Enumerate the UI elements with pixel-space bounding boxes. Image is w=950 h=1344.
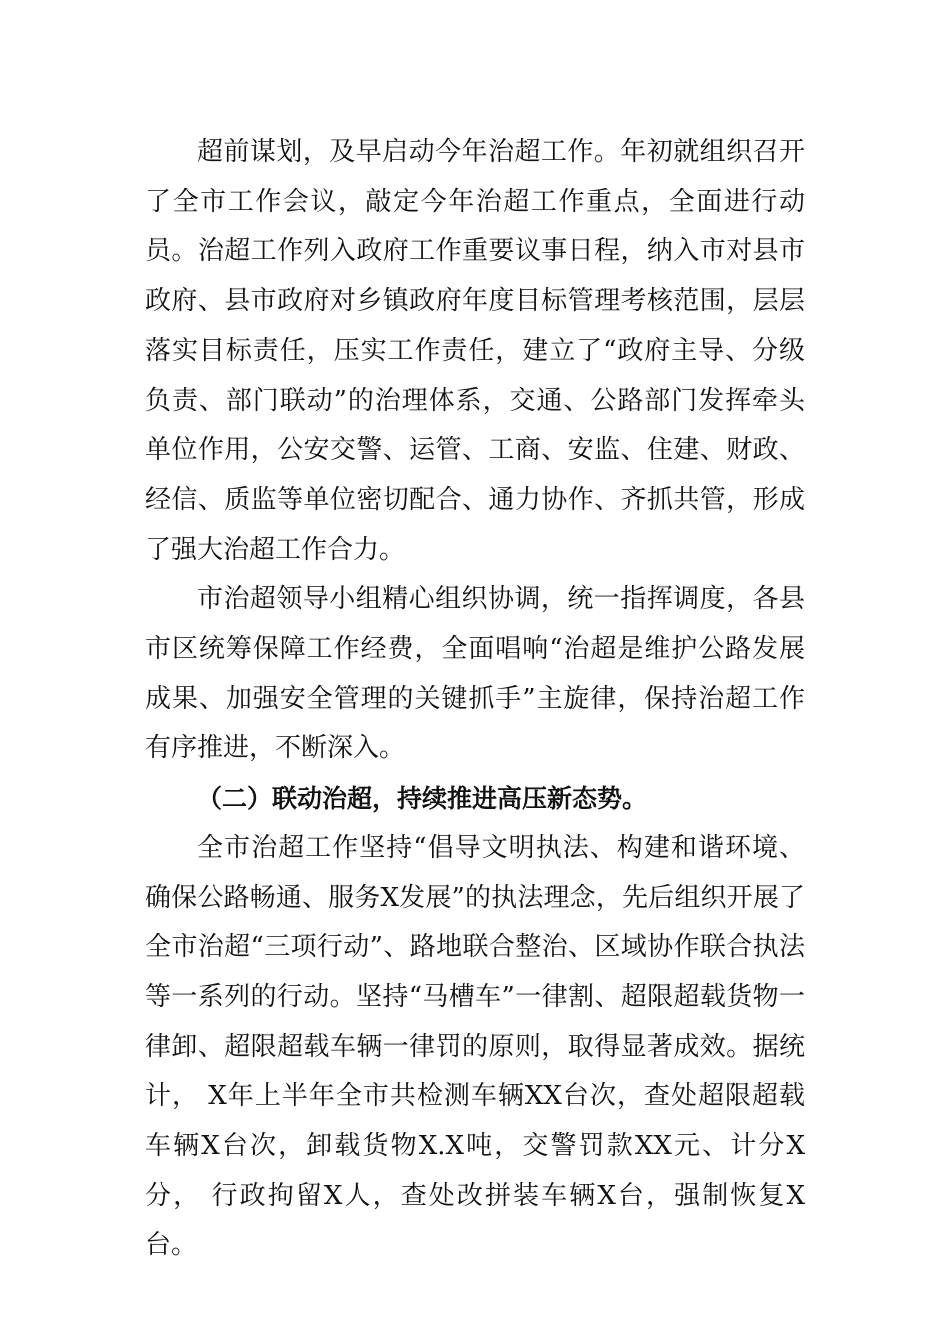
paragraph-3: 全市治超工作坚持“倡导文明执法、构建和谐环境、确保公路畅通、服务X发展”的执法理念，先后组织开展了全市治超“三项行动”、路地联合整治、区域协作联合执法等一系列的行动。坚持“马槽车”一律割、超限超载货物一律卸、超限超载车辆一律罚的原则，取得显著成效。据统计， X年上半年全市共检测车辆XX台次，查处超限超载车辆X台次，卸载货物X.X吨，交警罚款XX元、计分X分， 行政拘留X人，查处改拼装车辆X台，强制恢复X台。: [145, 832, 805, 1261]
document-body: [145, 128, 805, 1271]
section-heading: （二）联动治超，持续推进高压新态势。: [197, 784, 648, 814]
paragraph-1: 超前谋划，及早启动今年治超工作。年初就组织召开了全市工作会议，敲定今年治超工作重点，全面进行动员。治超工作列入政府工作重要议事日程，纳入市对县市政府、县市政府对乡镇政府年度目标管理考核范围，层层落实目标责任，压实工作责任，建立了“政府主导、分级负责、部门联动”的治理体系，交通、公路部门发挥牵头单位作用，公安交警、运管、工商、安监、住建、财政、经信、质监等单位密切配合、通力协作、齐抓共管，形成了强大治超工作合力。: [145, 137, 805, 565]
paragraph-2: 市治超领导小组精心组织协调，统一指挥调度，各县市区统筹保障工作经费，全面唱响“治超是维护公路发展成果、加强安全管理的关键抓手”主旋律，保持治超工作有序推进，不断深入。: [145, 584, 805, 764]
